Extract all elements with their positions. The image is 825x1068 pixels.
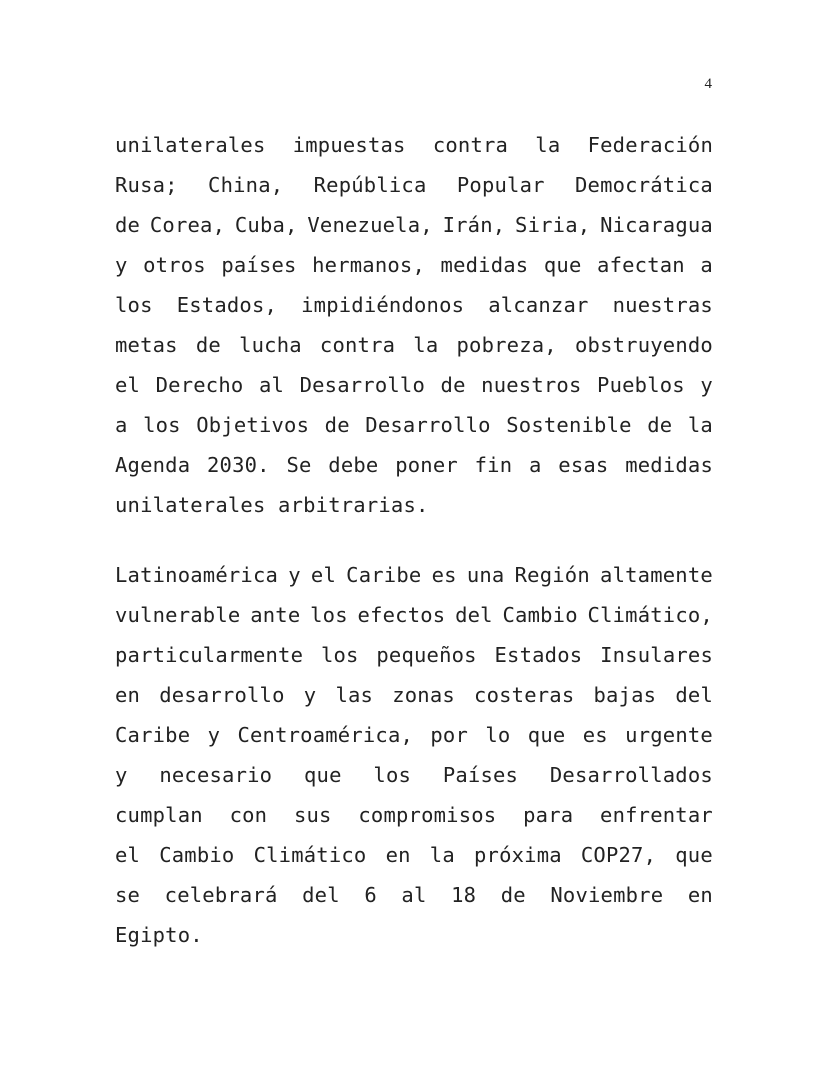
word: la: [413, 333, 439, 357]
paragraph-line: [115, 285, 713, 325]
word: con: [229, 803, 268, 827]
paragraph-line: [115, 405, 713, 445]
word: República: [313, 173, 427, 197]
word: Desarrollo: [365, 413, 491, 437]
paragraph-line: [115, 795, 713, 835]
word: a: [115, 413, 128, 437]
word: y: [207, 723, 221, 747]
word: unilaterales: [115, 133, 266, 157]
word: Caribe: [346, 563, 422, 587]
word: impidiéndonos: [301, 293, 465, 317]
word: al: [401, 883, 427, 907]
word: costeras: [474, 683, 575, 707]
word: urgente: [625, 723, 713, 747]
word: Cambio: [159, 843, 235, 867]
word: Centroamérica,: [237, 723, 414, 747]
word: de: [195, 333, 221, 357]
word: Estados,: [176, 293, 278, 317]
word: Climático,: [587, 603, 713, 627]
word: de: [500, 883, 526, 907]
word: es: [582, 723, 608, 747]
word: altamente: [600, 563, 713, 587]
word: a: [700, 253, 713, 277]
word: bajas: [593, 683, 657, 707]
word: Venezuela,: [307, 213, 433, 237]
word: el: [115, 373, 141, 397]
page-number: 4: [704, 76, 712, 92]
word: fin: [474, 453, 513, 477]
word: es: [431, 563, 457, 587]
word: a: [529, 453, 542, 477]
paragraph-line: [115, 595, 713, 635]
word: celebrará: [164, 883, 278, 907]
word: obstruyendo: [574, 333, 713, 357]
paragraph-line: [115, 245, 713, 285]
word: efectos: [357, 603, 446, 627]
paragraph-line: [115, 555, 713, 595]
paragraph-1: [115, 125, 713, 525]
word: Corea,: [149, 213, 226, 237]
paragraph-line: [115, 755, 713, 795]
paragraph-2: [115, 555, 713, 955]
word: que: [675, 843, 713, 867]
word: el: [115, 843, 141, 867]
word: contra: [432, 133, 509, 157]
word: los: [310, 603, 348, 627]
word: próxima: [473, 843, 562, 867]
word: que: [543, 253, 582, 277]
paragraph-line: [115, 165, 713, 205]
word: Siria,: [515, 213, 591, 237]
word: 18: [451, 883, 477, 907]
word: el: [310, 563, 336, 587]
word: Federación: [587, 133, 713, 157]
word: al: [258, 373, 285, 397]
word: Rusa;: [115, 173, 178, 197]
word: Desarrollados: [549, 763, 713, 787]
word: otros: [143, 253, 206, 277]
word: Objetivos: [196, 413, 310, 437]
paragraph-line: [115, 205, 713, 245]
word: de: [324, 413, 350, 437]
word: y: [700, 373, 713, 397]
word: pequeños: [376, 643, 477, 667]
word: en: [687, 883, 713, 907]
word: desarrollo: [159, 683, 285, 707]
word: Se: [286, 453, 312, 477]
word: Latinoamérica: [115, 563, 279, 587]
word: Caribe: [115, 723, 191, 747]
word: una: [466, 563, 505, 587]
word: de: [647, 413, 673, 437]
word: Popular: [456, 173, 545, 197]
word: se: [115, 883, 141, 907]
word: que: [527, 723, 566, 747]
word: Desarrollo: [299, 373, 425, 397]
word: y: [115, 763, 128, 787]
paragraph-line: [115, 365, 713, 405]
word: necesario: [159, 763, 273, 787]
word: Noviembre: [550, 883, 664, 907]
paragraph-line: [115, 325, 713, 365]
word: de: [115, 213, 141, 237]
word: pobreza,: [456, 333, 557, 357]
word: particularmente: [115, 643, 304, 667]
word: Insulares: [600, 643, 713, 667]
word: Cuba,: [234, 213, 298, 237]
word: debe: [328, 453, 379, 477]
word: Estados: [494, 643, 583, 667]
word: del: [455, 603, 493, 627]
word: esas: [558, 453, 609, 477]
paragraph-line: [115, 835, 713, 875]
word: Agenda: [115, 453, 191, 477]
word: Países: [442, 763, 519, 787]
word: por: [430, 723, 469, 747]
word: Democrática: [574, 173, 713, 197]
word: COP27,: [580, 843, 657, 867]
paragraph-line: [115, 125, 713, 165]
word: Cambio: [502, 603, 578, 627]
paragraph-line: [115, 635, 713, 675]
word: los: [373, 763, 412, 787]
word: hermanos,: [312, 253, 426, 277]
word: poner: [395, 453, 458, 477]
word: que: [304, 763, 342, 787]
word: y: [288, 563, 301, 587]
word: y: [115, 253, 128, 277]
paragraph-line: [115, 445, 713, 485]
word: zonas: [392, 683, 455, 707]
paragraph-line: [115, 875, 713, 915]
word: Región: [514, 563, 590, 587]
word: alcanzar: [488, 293, 589, 317]
word: en: [115, 683, 141, 707]
word: enfrentar: [600, 803, 713, 827]
word: para: [523, 803, 574, 827]
paragraph-line: Egipto.: [115, 923, 203, 947]
word: Pueblos: [597, 373, 685, 397]
paragraph-line: unilaterales arbitrarias.: [115, 493, 429, 517]
word: compromisos: [358, 803, 497, 827]
word: metas: [115, 333, 178, 357]
word: la: [429, 843, 455, 867]
word: los: [143, 413, 181, 437]
word: vulnerable: [115, 603, 241, 627]
word: Derecho: [155, 373, 244, 397]
word: Nicaragua: [600, 213, 713, 237]
word: Irán,: [442, 213, 506, 237]
word: la: [687, 413, 713, 437]
word: Climático: [253, 843, 367, 867]
word: 2030.: [207, 453, 270, 477]
word: lo: [485, 723, 511, 747]
word: cumplan: [115, 803, 203, 827]
paragraph-line: [115, 675, 713, 715]
word: medidas: [440, 253, 529, 277]
word: China,: [208, 173, 284, 197]
word: contra: [319, 333, 396, 357]
word: de: [440, 373, 466, 397]
word: los: [115, 293, 153, 317]
word: del: [675, 683, 713, 707]
word: lucha: [239, 333, 302, 357]
word: países: [221, 253, 297, 277]
word: los: [320, 643, 359, 667]
word: y: [303, 683, 317, 707]
word: del: [302, 883, 340, 907]
word: nuestros: [481, 373, 582, 397]
word: impuestas: [292, 133, 406, 157]
word: afectan: [597, 253, 685, 277]
word: 6: [364, 883, 377, 907]
word: la: [535, 133, 561, 157]
word: en: [385, 843, 411, 867]
word: nuestras: [612, 293, 713, 317]
word: Sostenible: [506, 413, 632, 437]
word: las: [335, 683, 374, 707]
word: ante: [250, 603, 301, 627]
paragraph-line: [115, 715, 713, 755]
word: sus: [293, 803, 332, 827]
word: medidas: [625, 453, 713, 477]
